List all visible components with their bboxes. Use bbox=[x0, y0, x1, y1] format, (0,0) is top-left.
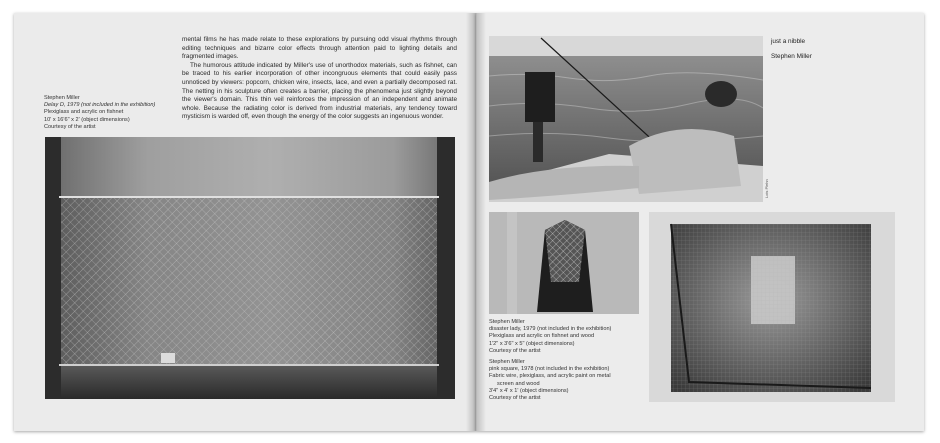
caption-2-credit: Courtesy of the artist bbox=[489, 395, 541, 402]
caption-artist: Stephen Miller bbox=[44, 95, 80, 101]
caption-dimensions: 10' x 16'6" x 2' (object dimensions) bbox=[44, 116, 130, 123]
caption-1-artist: Stephen Miller bbox=[489, 319, 525, 325]
book-gutter bbox=[466, 13, 486, 431]
caption-title: Delay D, 1979 (not included in the exhibition) bbox=[44, 102, 156, 109]
photo-artist: Stephen Miller bbox=[771, 53, 812, 60]
delay-d-caption bbox=[44, 95, 155, 131]
caption-2-title: pink square, 1978 (not included in the exhibition) bbox=[489, 366, 610, 373]
essay-text bbox=[182, 36, 457, 122]
disaster-lady-photo bbox=[489, 212, 639, 314]
caption-1-dimensions: 1'2" x 3'6" x 5" (object dimensions) bbox=[489, 340, 575, 347]
disaster-lady-caption bbox=[489, 319, 611, 355]
caption-1-title: disaster lady, 1979 (not included in the exhibition) bbox=[489, 326, 612, 333]
caption-medium: Plexiglass and acrylic on fishnet bbox=[44, 109, 124, 116]
essay-paragraph-2: The humorous attitude indicated by Miller's use of unorthodox materials, such as fishnet, can be traced to his earlier incorporation of other incongruous elements that could easily pass unnoticed by viewers: popcorn, chicken wire, insects, lace, and even a partially decomposed rat. The netting in his sculpture often creates a barrier, placing the phenomena just slightly beyond the viewer's domain. This thin veil reinforces the impression of an independent and animate whole. Because the radiating color is derived from industrial materials, any tendency toward mysticism is warded off, even though the energy of the color suggests an ingenuous wonder. bbox=[182, 61, 457, 121]
delay-d-photo bbox=[45, 137, 455, 399]
pink-square-photo bbox=[649, 212, 895, 402]
caption-2-dimensions: 3'4" x 4' x 1' (object dimensions) bbox=[489, 387, 569, 394]
caption-2-medium: Fabric wire, plexiglass, and acrylic paint on metal bbox=[489, 373, 611, 380]
caption-2-artist: Stephen Miller bbox=[489, 359, 525, 365]
just-a-nibble-caption bbox=[771, 37, 812, 61]
essay-paragraph-1: mental films he has made relate to these explorations by pursuing odd visual rhythms through editing techniques and bizarre color effects through attention paid to lighting details and fragmented images. bbox=[182, 36, 457, 61]
just-a-nibble-photo bbox=[489, 36, 763, 202]
caption-1-medium: Plexiglass and acrylic on fishnet and wood bbox=[489, 333, 595, 340]
caption-credit: Courtesy of the artist bbox=[44, 123, 96, 130]
pink-square-caption bbox=[489, 359, 611, 402]
photo-title: just a nibble bbox=[771, 38, 806, 45]
caption-1-credit: Courtesy of the artist bbox=[489, 347, 541, 354]
photo-credit: Lois Plehn bbox=[764, 179, 769, 198]
caption-2-medium-cont: screen and wood bbox=[497, 380, 540, 387]
